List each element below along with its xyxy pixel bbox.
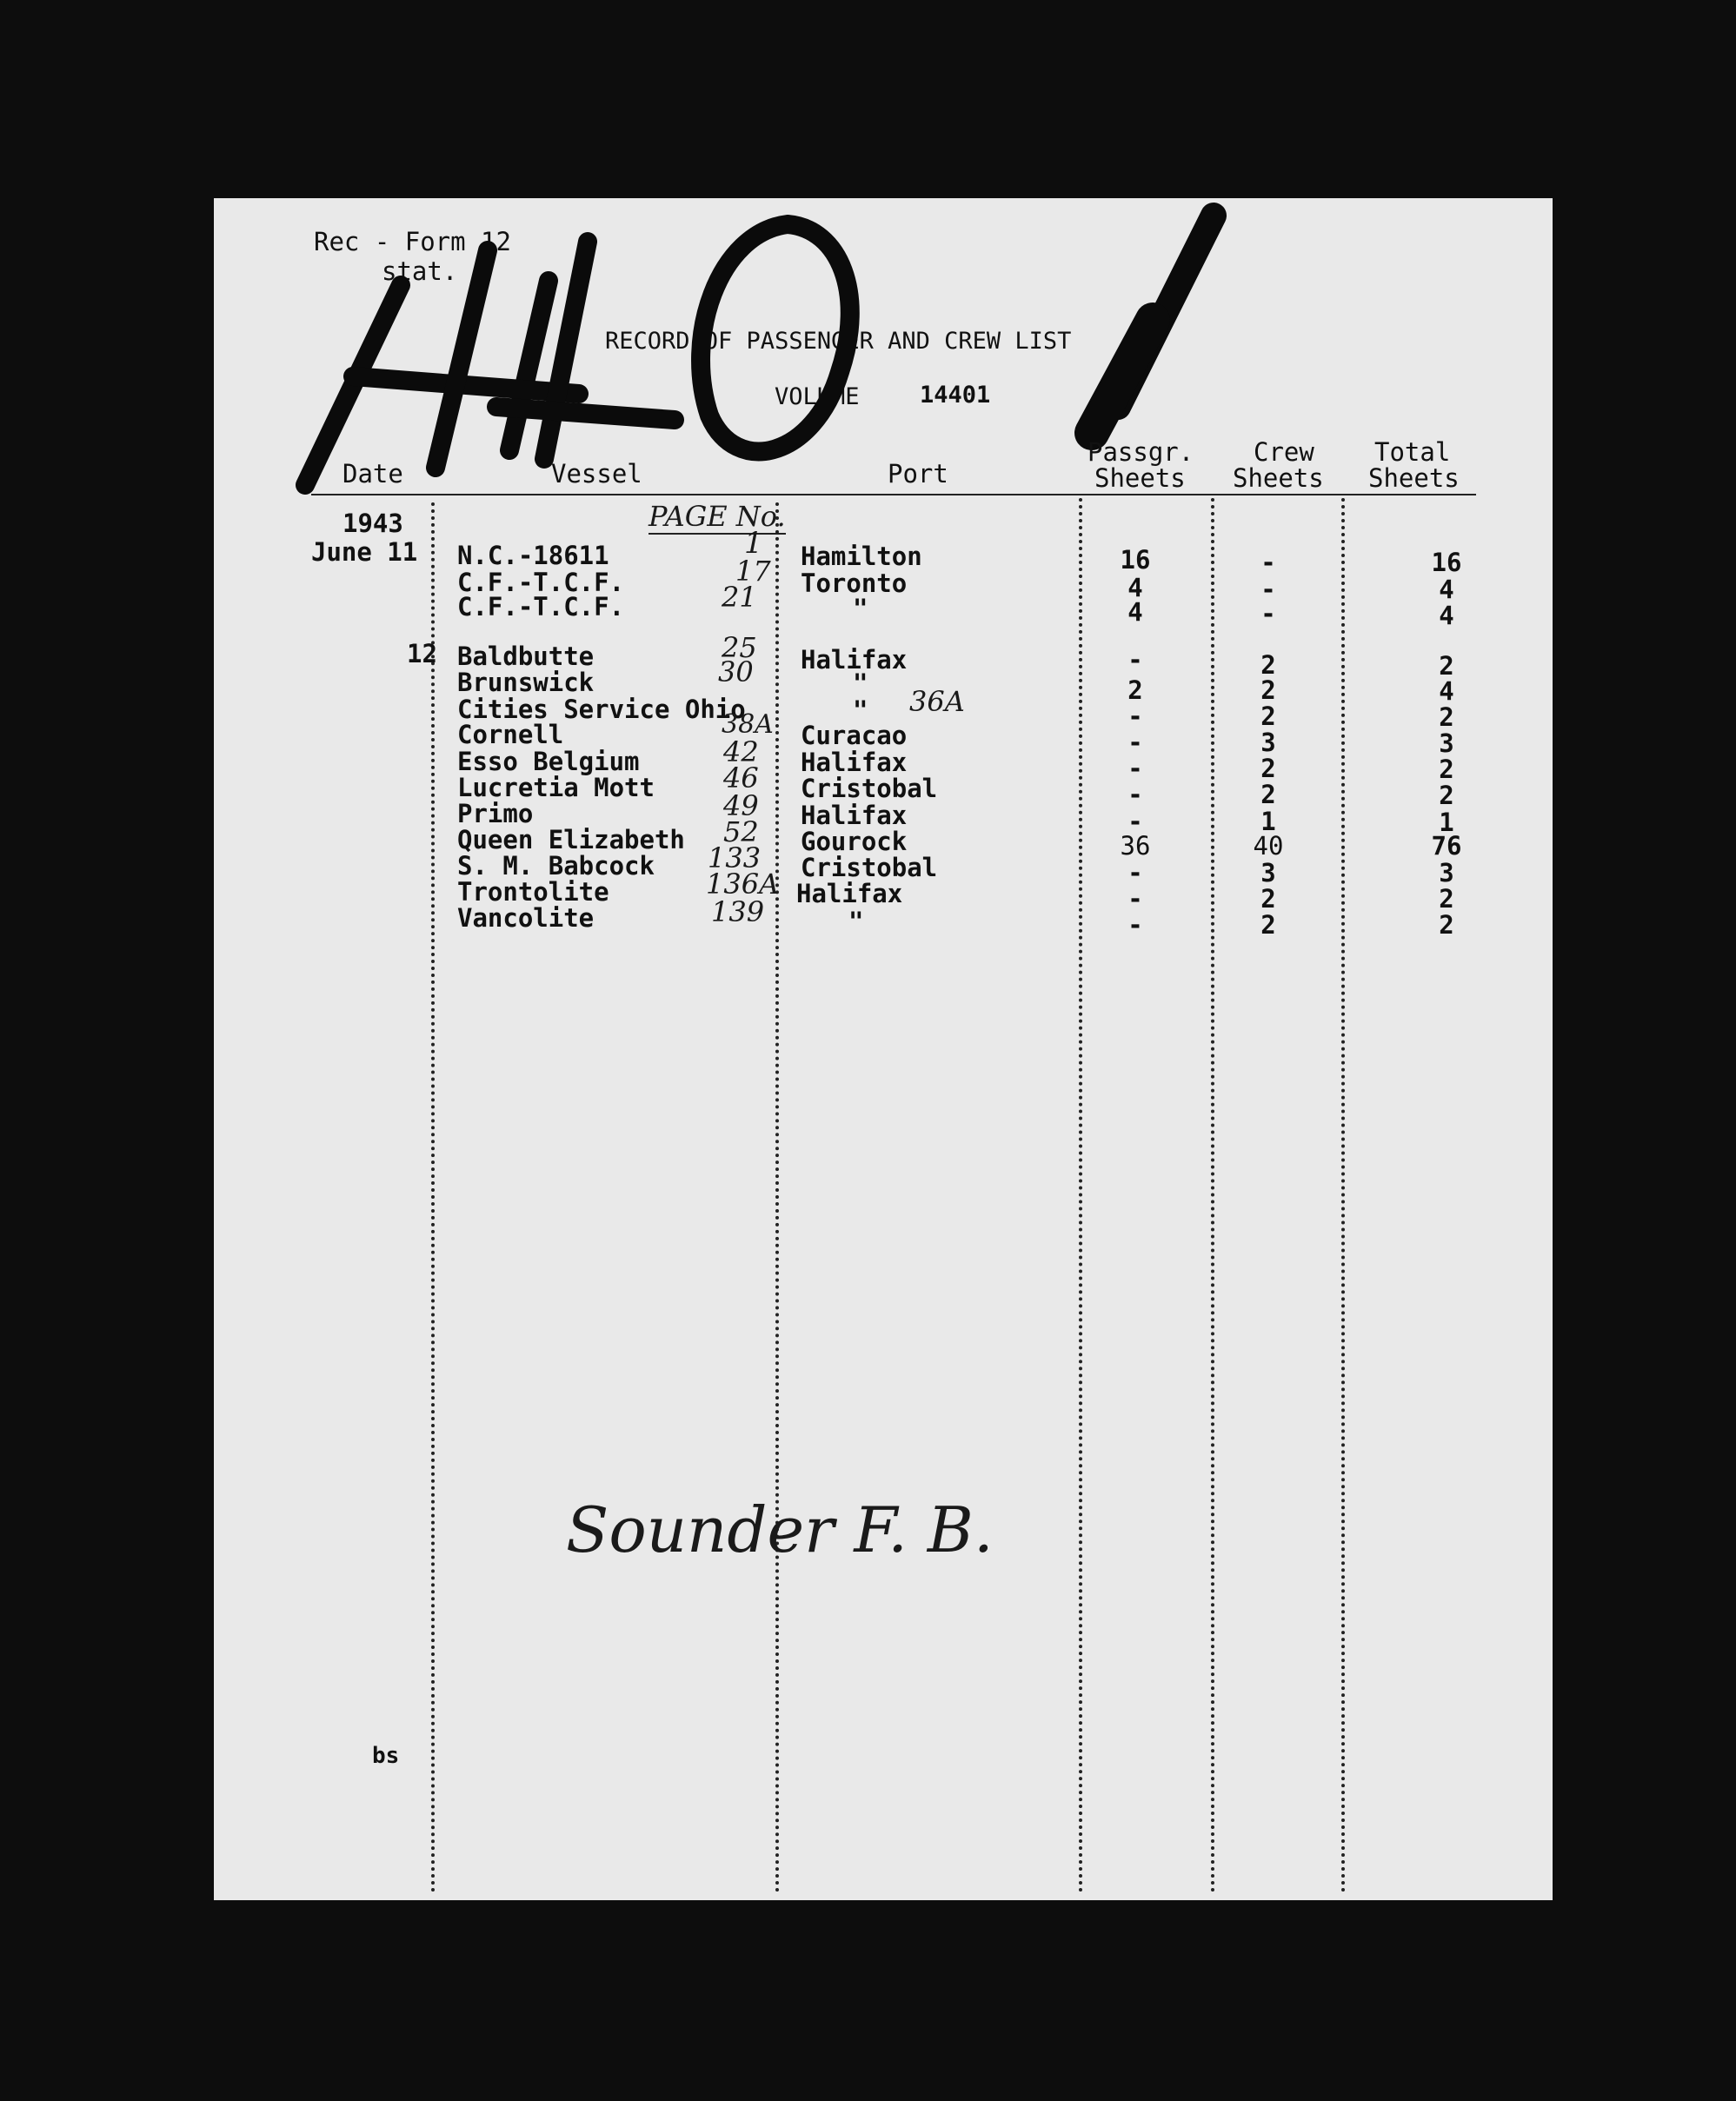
row-total: 4 [1439, 601, 1454, 630]
row-passgr: - [1127, 807, 1143, 836]
row-page: 17 [735, 555, 771, 588]
row-date: June 11 [311, 537, 418, 567]
row-crew: 40 [1253, 831, 1284, 861]
row-page: 136A [706, 868, 780, 901]
row-crew: 2 [1260, 650, 1276, 680]
col-crew-header-line2: Sheets [1233, 463, 1324, 493]
col-passgr-header-line2: Sheets [1094, 463, 1186, 493]
row-passgr: 4 [1127, 573, 1143, 602]
row-port: Halifax [801, 801, 908, 830]
row-total: 2 [1439, 651, 1454, 681]
row-page: 38A [722, 709, 774, 740]
volume-label: VOLUME [775, 383, 860, 410]
row-crew: 2 [1260, 701, 1276, 731]
row-port: Toronto [801, 568, 908, 598]
col-port-header: Port [888, 459, 948, 489]
row-page: 133 [708, 841, 762, 874]
row-passgr: 16 [1120, 545, 1151, 575]
row-passgr: 36 [1120, 831, 1151, 861]
row-page: 1 [744, 526, 763, 561]
row-crew: 2 [1260, 884, 1276, 914]
row-port: Hamilton [801, 542, 922, 571]
row-passgr: 4 [1127, 597, 1143, 627]
row-total: 2 [1439, 755, 1454, 784]
row-passgr: - [1127, 701, 1143, 731]
row-total: 3 [1439, 858, 1454, 888]
row-page: 21 [722, 581, 757, 614]
row-passgr: - [1127, 858, 1143, 888]
row-crew: 2 [1260, 780, 1276, 809]
row-passgr: - [1127, 728, 1143, 757]
separator-port-passgr [1079, 498, 1082, 1893]
row-crew: 1 [1260, 807, 1276, 836]
signature: Sounder F. B. [566, 1493, 994, 1566]
row-port-note: 36A [909, 685, 965, 718]
form-ref-line1: Rec - Form 12 [314, 227, 511, 256]
row-vessel: C.F.-T.C.F. [457, 568, 625, 597]
row-total: 4 [1439, 676, 1454, 706]
row-crew: - [1260, 599, 1276, 628]
row-vessel: Cities Service Ohio [457, 695, 746, 724]
row-passgr: - [1127, 780, 1143, 809]
row-vessel: Esso Belgium [457, 747, 640, 776]
row-vessel: Brunswick [457, 668, 595, 697]
row-port: " [853, 668, 868, 698]
row-port: " [853, 695, 868, 725]
row-page: 49 [723, 789, 759, 822]
row-port: Halifax [796, 879, 903, 908]
col-vessel-header: Vessel [551, 459, 642, 489]
col-passgr-header-line1: Passgr. [1087, 437, 1194, 467]
document-sheet [214, 198, 1553, 1900]
typist-initials: bs [372, 1743, 400, 1769]
row-port: Gourock [801, 827, 908, 856]
row-vessel: Queen Elizabeth [457, 825, 685, 854]
row-vessel: Baldbutte [457, 642, 595, 671]
row-port: Curacao [801, 721, 908, 750]
volume-number: 14401 [920, 382, 991, 409]
row-port: Halifax [801, 748, 908, 777]
row-passgr: 2 [1127, 675, 1143, 705]
row-crew: 3 [1260, 728, 1276, 757]
col-total-header-line1: Total [1374, 437, 1451, 467]
row-total: 76 [1431, 831, 1462, 861]
col-total-header-line2: Sheets [1368, 463, 1460, 493]
row-crew: 2 [1260, 675, 1276, 705]
row-passgr: - [1127, 645, 1143, 675]
form-ref-line2: stat. [382, 256, 458, 286]
row-vessel: Lucretia Mott [457, 773, 655, 802]
row-total: 2 [1439, 884, 1454, 914]
row-date: 12 [407, 639, 437, 668]
row-port: " [853, 594, 868, 623]
row-vessel: Trontolite [457, 877, 609, 907]
year: 1943 [343, 509, 403, 538]
row-crew: - [1260, 548, 1276, 577]
row-port: Cristobal [801, 853, 938, 882]
row-vessel: Vancolite [457, 903, 595, 933]
separator-passgr-crew [1211, 498, 1214, 1893]
row-port: " [848, 907, 864, 936]
col-crew-header-line1: Crew [1254, 437, 1314, 467]
col-date-header: Date [343, 459, 403, 489]
row-crew: 2 [1260, 754, 1276, 783]
row-port: Halifax [801, 645, 908, 675]
record-title: RECORD OF PASSENGER AND CREW LIST [605, 328, 1072, 355]
row-total: 16 [1431, 548, 1462, 577]
row-passgr: - [1127, 910, 1143, 940]
row-page: 30 [718, 655, 754, 688]
row-page: 25 [722, 631, 757, 664]
row-total: 2 [1439, 910, 1454, 940]
row-page: 52 [723, 815, 759, 848]
row-total: 1 [1439, 808, 1454, 837]
page-no-label: PAGE No. [649, 500, 786, 533]
row-vessel: S. M. Babcock [457, 851, 655, 881]
row-port: Cristobal [801, 774, 938, 803]
row-page: 42 [723, 735, 759, 768]
row-total: 4 [1439, 575, 1454, 604]
row-crew: - [1260, 575, 1276, 604]
row-crew: 3 [1260, 858, 1276, 888]
row-page: 139 [711, 895, 765, 928]
row-total: 2 [1439, 702, 1454, 732]
row-total: 3 [1439, 728, 1454, 758]
row-page: 46 [723, 761, 759, 795]
row-vessel: N.C.-18611 [457, 541, 609, 570]
separator-crew-total [1341, 498, 1345, 1893]
row-vessel: Primo [457, 799, 534, 828]
header-rule [311, 494, 1476, 495]
row-vessel: Cornell [457, 720, 564, 749]
row-total: 2 [1439, 781, 1454, 810]
row-crew: 2 [1260, 910, 1276, 940]
row-passgr: - [1127, 754, 1143, 783]
row-passgr: - [1127, 884, 1143, 914]
row-vessel: C.F.-T.C.F. [457, 592, 625, 622]
separator-date-vessel [431, 502, 435, 1893]
separator-vessel-port [775, 502, 779, 1893]
